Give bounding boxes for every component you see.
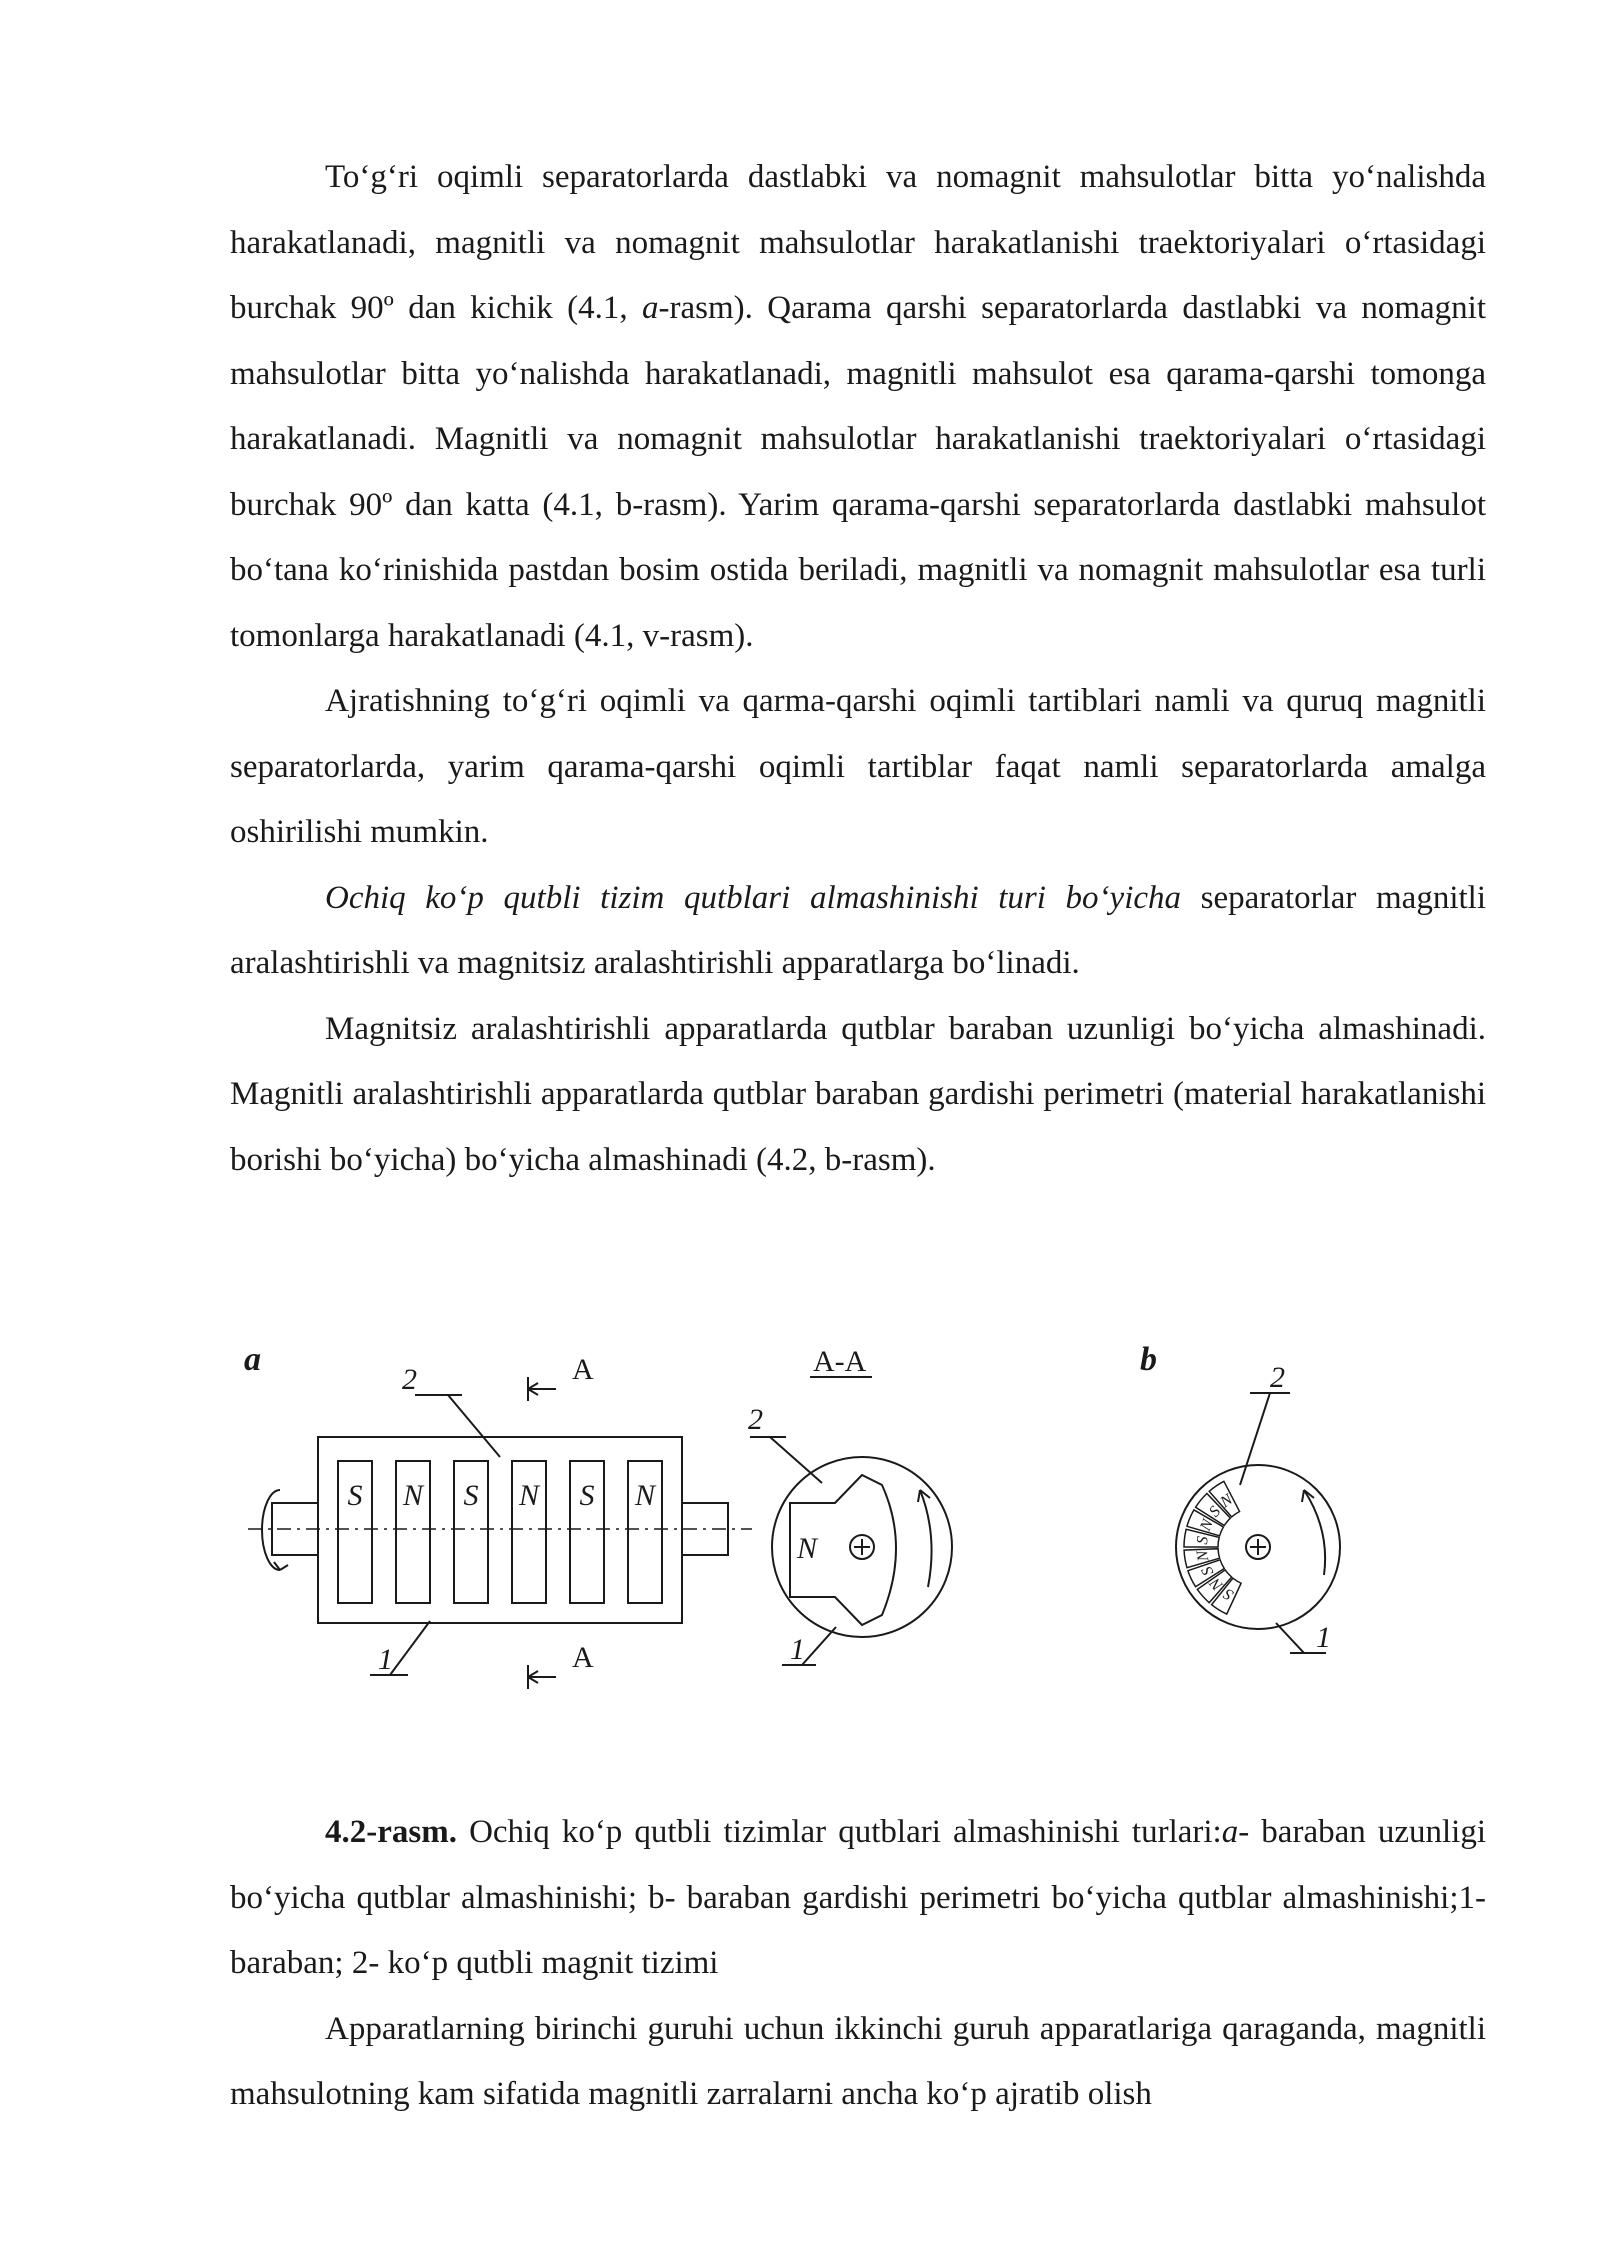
body-text-bottom <box>230 1800 1486 2128</box>
callout-1-label-b: 1 <box>1316 1621 1331 1654</box>
b-pole-label: N <box>1193 1549 1213 1563</box>
b-pole-label: N <box>1217 1491 1236 1512</box>
paragraph-1-part-b: -rasm). Qarama qarshi separatorlarda dastlabki va nomagnit mahsulotlar bitta yo‘nalishda harakatlanadi, magnitli mahsulot esa qarama-qarshi tomonga harakatlanadi. Magnitli va nomagnit mahsulotlar harakatlanishi traektoriyalari o‘rtasidagi burchak 90º dan katta (4.1, b-rasm). Yarim qarama-qarshi separatorlarda dastlabki mahsulot bo‘tana ko‘rinishida pastdan bosim ostida beriladi, magnitli va nomagnit mahsulotlar esa turli tomonlarga harakatlanadi (4.1, v-rasm). <box>230 290 1486 654</box>
rotation-arc-section <box>920 1490 932 1587</box>
caption-italic-a: a <box>1221 1814 1239 1850</box>
pole-label: N <box>634 1479 656 1512</box>
b-pole-label: N <box>1206 1574 1227 1594</box>
caption-part-1: Ochiq ko‘p qutbli tizimlar qutblari almashinishi turlari: <box>456 1814 1222 1850</box>
section-label: A-A <box>813 1345 867 1378</box>
figure-drawing <box>230 1325 1430 1725</box>
b-pole-label: N <box>1197 1516 1217 1534</box>
b-pole-label: S <box>1198 1563 1218 1579</box>
paragraph-3-italic: Ochiq ko‘p qutbli tizim qutblari almashinishi turi bo‘yicha <box>325 879 1182 916</box>
b-pole-label: S <box>1206 1503 1225 1521</box>
pole-label: S <box>463 1479 479 1512</box>
callout-1-leader-section <box>802 1627 836 1665</box>
paragraph-1-part-a: To‘g‘ri oqimli separatorlarda dastlabki va nomagnit mahsulotlar bitta yo‘nalishda harakatlanadi, magnitli va nomagnit mahsulotlar harakatlanishi traektoriyalari o‘rtasidagi burchak 90º dan kichik (4.1, <box>230 159 1486 326</box>
figure-label-b: b <box>1140 1341 1157 1378</box>
callout-1-leader-a <box>390 1621 430 1675</box>
drum-b-shaft-cross <box>1250 1539 1266 1555</box>
section-pole-label: N <box>797 1532 818 1565</box>
paragraph-1 <box>230 145 1486 669</box>
figure-caption <box>230 1800 1486 1997</box>
paragraph-4: Magnitsiz aralashtirishli apparatlarda qutblar baraban uzunligi bo‘yicha almashinadi. Magnitli aralashtirishli apparatlarda qutblar baraban gardishi perimetri (material harakatlanishi borishi bo‘yicha) bo‘yicha almashinadi (4.2, b-rasm). <box>230 1010 1486 1178</box>
callout-2-leader-section <box>770 1437 822 1483</box>
callout-1-leader-b <box>1276 1623 1304 1653</box>
section-shaft-cross <box>854 1539 870 1555</box>
body-text-top <box>230 145 1486 1193</box>
callout-2-label-section: 2 <box>748 1403 763 1436</box>
callout-1-label-a: 1 <box>378 1643 393 1676</box>
pole-label: N <box>402 1479 424 1512</box>
section-mark-bottom-label: A <box>572 1641 594 1674</box>
paragraph-2: Ajratishning to‘g‘ri oqimli va qarma-qarshi oqimli tartiblari namli va quruq magnitli separatorlarda, yarim qarama-qarshi oqimli tartiblar faqat namli separatorlarda amalga oshirilishi mumkin. <box>230 683 1486 850</box>
pole-label: S <box>579 1479 595 1512</box>
callout-2-leader-a <box>448 1395 500 1457</box>
figure-ref-italic: a <box>642 290 659 326</box>
callout-2-label-a: 2 <box>402 1363 417 1396</box>
section-mark-top-label: A <box>572 1353 594 1386</box>
figure-label-a: a <box>244 1341 261 1378</box>
caption-part-2: - baraban uzunligi bo‘yicha qutblar almashinishi; b- baraban gardishi perimetri bo‘yicha qutblar almashinishi;1- baraban; 2- ko‘p qutbli magnit tizimi <box>230 1814 1486 1981</box>
callout-2-leader-b <box>1240 1393 1270 1485</box>
b-pole-label: S <box>1193 1535 1212 1546</box>
callout-1-label-section: 1 <box>790 1633 805 1666</box>
paragraph-3 <box>230 866 1486 997</box>
caption-number: 4.2-rasm. <box>325 1814 457 1850</box>
pole-label: N <box>518 1479 540 1512</box>
pole-label: S <box>347 1479 363 1512</box>
b-pole-label: S <box>1220 1584 1237 1604</box>
figure-4-2 <box>230 1325 1430 1725</box>
paragraph-3-rest: separatorlar magnitli aralashtirishli va magnitsiz aralashtirishli apparatlarga bo‘linadi. <box>230 879 1486 981</box>
paragraph-5: Apparatlarning birinchi guruhi uchun ikkinchi guruh apparatlariga qaraganda, magnitli mahsulotning kam sifatida magnitli zarralarni ancha ko‘p ajratib olish <box>230 2010 1486 2112</box>
callout-2-label-b: 2 <box>1270 1361 1285 1394</box>
rotation-arc-b <box>1304 1490 1325 1575</box>
